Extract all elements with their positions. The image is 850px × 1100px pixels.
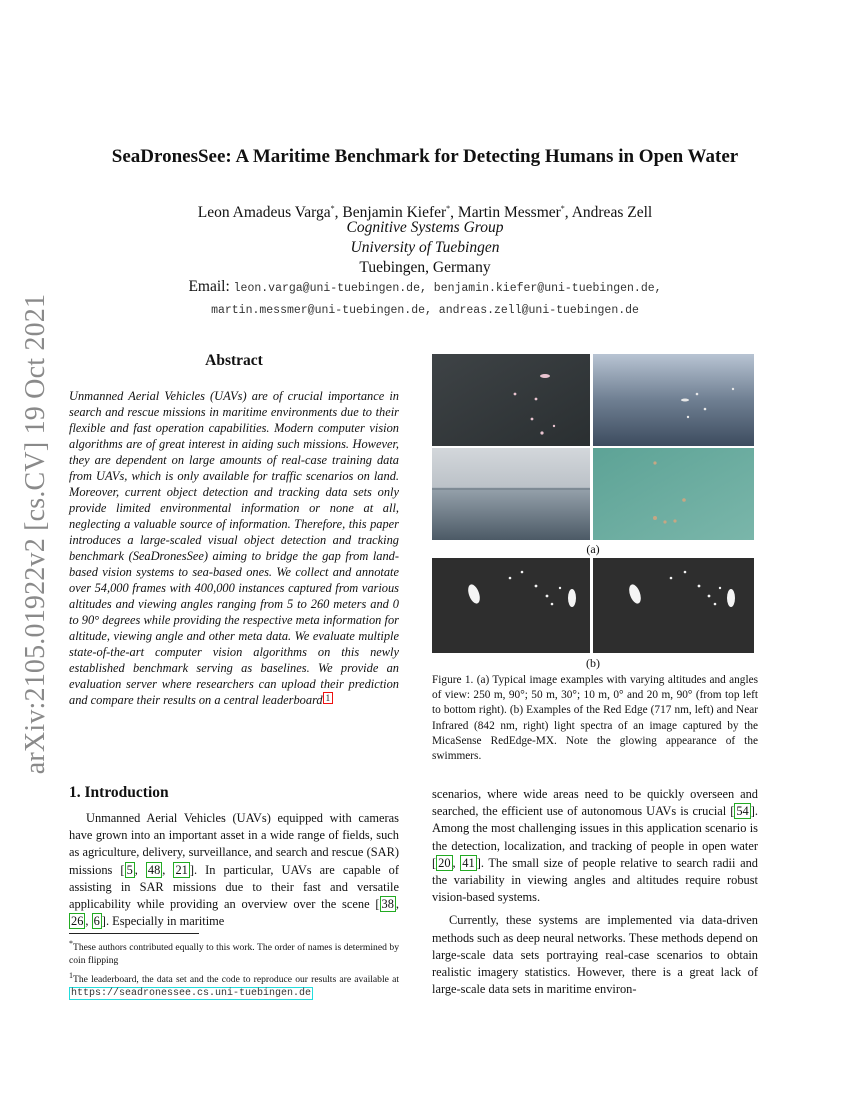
figure-image-250m bbox=[432, 354, 590, 446]
abstract-section bbox=[69, 352, 399, 708]
citation-link[interactable]: 54 bbox=[736, 804, 749, 819]
paragraph: Currently, these systems are implemented via data-driven methods such as deep neural networks. These methods depend on large-scale data sets portraying real-case scenarios to obtain realistic imagery statistics. However, there is a great lack of large-scale data sets in maritime environ- bbox=[432, 913, 758, 997]
footnote-1: *These authors contributed equally to this work. The order of names is determined by coin flipping bbox=[69, 939, 399, 966]
footnote-rule bbox=[69, 933, 199, 934]
affiliation-group: Cognitive Systems Group bbox=[346, 219, 504, 236]
email-line-2 bbox=[60, 300, 790, 318]
email-addresses[interactable]: martin.messmer@uni-tuebingen.de, andreas.zell@uni-tuebingen.de bbox=[211, 304, 639, 317]
figure-caption: Figure 1. (a) Typical image examples with varying altitudes and angles of view: 250 m, 90°; 50 m, 30°; 10 m, 0° and 20 m, 90° (from top left to bottom right). (b) Examples of the Red Edge (717 nm, left) and Near Infrared (842 nm, right) light spectra of an image captured by the MicaSense RedEdge-MX. Note the glowing appearance of the swimmers. bbox=[432, 674, 758, 763]
introduction-heading: 1. Introduction bbox=[69, 784, 169, 801]
citation-link[interactable]: 21 bbox=[175, 862, 188, 877]
affiliation-university: University of Tuebingen bbox=[350, 239, 500, 256]
arxiv-stamp: arXiv:2105.01922v2 [cs.CV] 19 Oct 2021 bbox=[20, 293, 51, 775]
abstract-body: Unmanned Aerial Vehicles (UAVs) are of crucial importance in search and rescue missions in maritime environments due to their flexible and fast operation capabilities. Modern computer vision algorithms are of great interest in aiding such missions. However, they are dependent on large amounts of real-case training data from UAVs, which is only available for traffic scenarios on land. Moreover, current object detection and tracking data sets only provide limited environmental information or none at all, neglecting a valuable source of information. Therefore, this paper introduces a large-scaled visual object detection and tracking benchmark (SeaDronesSee) aiming to bridge the gap from land-based vision systems to sea-based ones. We collect and annotate over 54,000 frames with 400,000 instances captured from various altitudes and viewing angles ranging from 5 to 260 meters and 0 to 90° degrees while providing the respective meta information for altitude, viewing angle and other meta data. We evaluate multiple state-of-the-art computer vision algorithms on this newly established benchmark serving as baselines. We provide an evaluation server where researchers can upload their prediction and compare their results on a central leaderboard 1 bbox=[69, 389, 399, 707]
introduction-continued bbox=[432, 786, 758, 998]
email-line-1: Email: leon.varga@uni-tuebingen.de, benjamin.kiefer@uni-tuebingen.de, bbox=[188, 278, 662, 295]
citation-link[interactable]: 38 bbox=[381, 897, 394, 912]
introduction-paragraph: Unmanned Aerial Vehicles (UAVs) equipped with cameras have grown into an important asset in a wide range of fields, such as agriculture, delivery, surveillance, and search and rescue (SAR) missions [ 5 , 48 , 21 ]. In particular, UAVs are capable of assisting in SAR missions due to their fast and versatile applicability while providing an overview over the scene [ 38 , 26 , 6 ]. Especially in maritime bbox=[69, 811, 400, 929]
figure-label-a: (a) bbox=[586, 542, 600, 556]
paper-title: SeaDronesSee: A Maritime Benchmark for Detecting Humans in Open Water bbox=[111, 146, 739, 167]
citation-link[interactable]: 5 bbox=[126, 862, 133, 877]
footnotes bbox=[69, 938, 399, 1003]
author-list: Leon Amadeus Varga*, Benjamin Kiefer*, Martin Messmer*, Andreas Zell bbox=[197, 204, 653, 222]
leaderboard-url-link[interactable]: https://seadronessee.cs.uni-tuebingen.de bbox=[71, 987, 312, 999]
figure-image-20m bbox=[593, 448, 754, 540]
paragraph: scenarios, where wide areas need to be quickly overseen and searched, the efficient use of autonomous UAVs is crucial [ 54 ]. Among the most challenging issues in this application scenario is the detection, localization, and tracking of people in open water [ 20 , 41 ]. The small size of people relative to search radii and the variability in viewing angles and altitudes require robust vision-based systems. bbox=[432, 787, 758, 905]
email-addresses[interactable]: leon.varga@uni-tuebingen.de, benjamin.kiefer@uni-tuebingen.de, bbox=[233, 282, 662, 295]
citation-link[interactable]: 20 bbox=[438, 855, 451, 870]
affiliation-location: Tuebingen, Germany bbox=[359, 259, 491, 276]
figure-image-near-infrared bbox=[593, 558, 754, 653]
citation-link[interactable]: 6 bbox=[93, 914, 100, 929]
footnote-2: $^1$The leaderboard, the data set and the code to reproduce our results are available at https://seadronessee.cs.uni-tuebingen.de bbox=[69, 970, 399, 999]
author-name: Andreas Zell bbox=[571, 204, 653, 222]
figure-label-b: (b) bbox=[586, 656, 600, 670]
abstract-heading: Abstract bbox=[205, 352, 263, 369]
footnote-link[interactable]: 1 bbox=[323, 692, 334, 704]
citation-link[interactable]: 41 bbox=[462, 855, 475, 870]
citation-link[interactable]: 48 bbox=[147, 862, 161, 877]
author-name: Leon Amadeus Varga bbox=[197, 204, 331, 222]
figure-image-red-edge bbox=[432, 558, 590, 653]
author-name: Martin Messmer bbox=[457, 204, 561, 222]
citation-link[interactable]: 26 bbox=[71, 914, 84, 929]
figure-image-10m bbox=[432, 448, 590, 540]
figure-image-50m bbox=[593, 354, 754, 446]
author-name: Benjamin Kiefer bbox=[342, 204, 447, 222]
